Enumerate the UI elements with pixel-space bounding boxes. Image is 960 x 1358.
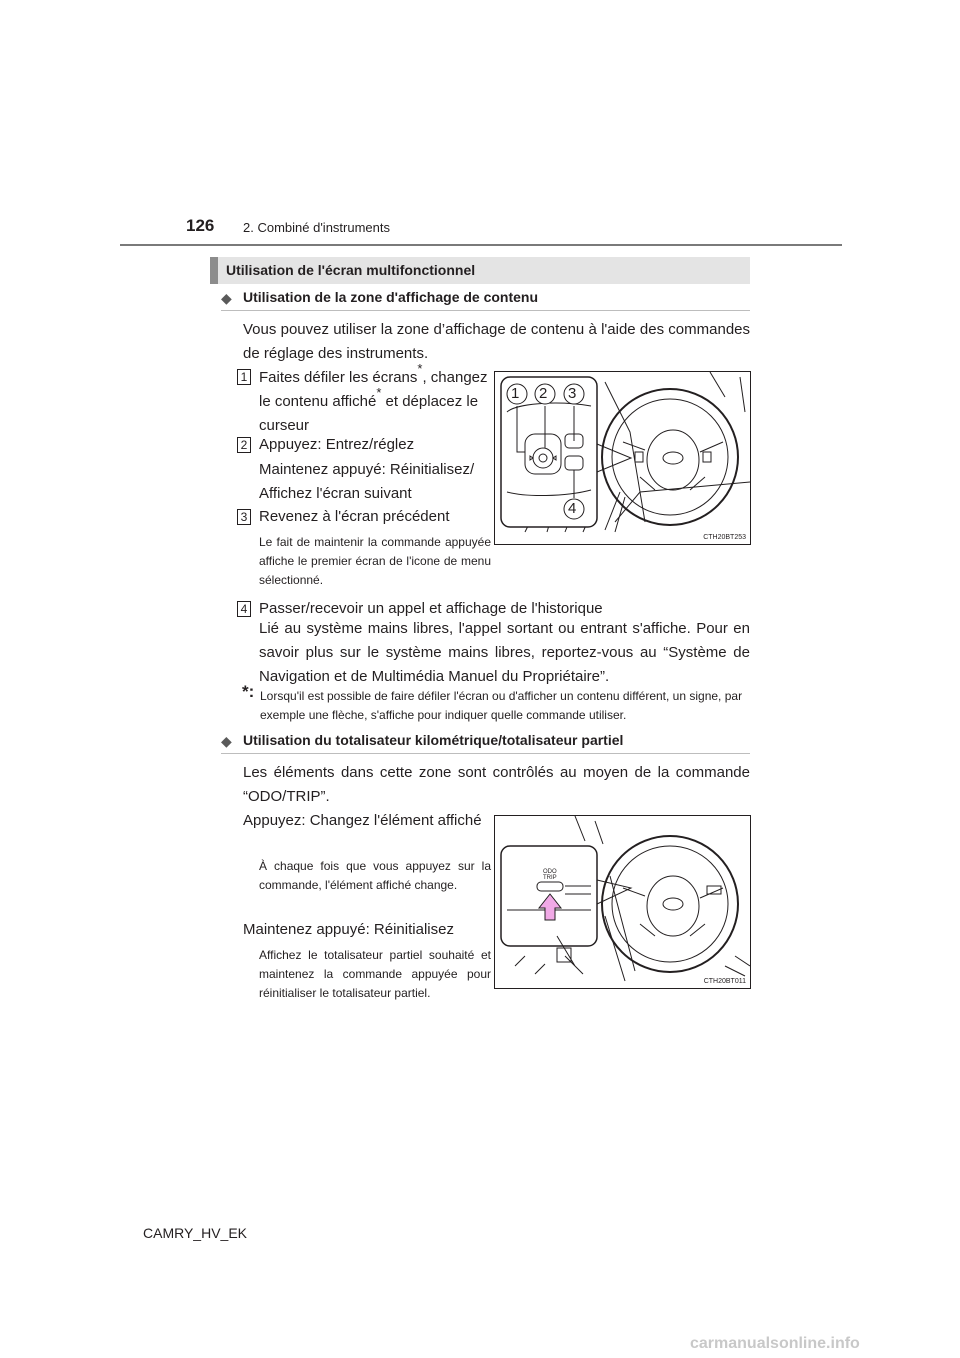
odo-label: ODO bbox=[543, 869, 557, 875]
item-1-text bbox=[259, 361, 491, 438]
callout-1: 1 bbox=[511, 385, 520, 402]
footnote-mark: *: bbox=[242, 682, 255, 701]
steering-wheel-illustration bbox=[495, 372, 751, 545]
subsection-heading-content-area bbox=[221, 288, 750, 311]
footnote-text: Lorsqu'il est possible de faire défiler l'écran ou d'afficher un contenu différent, un signe, par exemple une flèche, s'affiche pour indiquer quelle commande utiliser. bbox=[260, 689, 743, 722]
section-title-box bbox=[210, 257, 750, 284]
item-3-note: Le fait de maintenir la commande appuyée affiche le premier écran de l'icone de menu sélectionné. bbox=[259, 535, 491, 587]
item-1-part-a: Faites défiler les écrans bbox=[259, 369, 418, 386]
odo-intro-paragraph: Les éléments dans cette zone sont contrôlés au moyen de la commande “ODO/TRIP”. bbox=[243, 764, 750, 805]
item-1-part-c: et déplacez le curseur bbox=[259, 393, 479, 434]
diamond-bullet-icon: ◆ bbox=[221, 290, 232, 306]
subsection-title: Utilisation du totalisateur kilométrique/totalisateur partiel bbox=[243, 732, 624, 748]
diamond-bullet-icon: ◆ bbox=[221, 733, 232, 749]
step-number: 4 bbox=[237, 601, 251, 617]
step-number: 2 bbox=[237, 437, 251, 453]
odo-trip-figure bbox=[494, 815, 751, 989]
press-note: À chaque fois que vous appuyez sur la commande, l'élément affiché change. bbox=[259, 859, 491, 892]
intro-paragraph: Vous pouvez utiliser la zone d’affichage de contenu à l'aide des commandes de réglage des instruments. bbox=[243, 321, 750, 362]
hold-note: Affichez le totalisateur partiel souhaité et maintenez la commande appuyée pour réinitialiser le totalisateur partiel. bbox=[259, 948, 491, 1000]
section-title: Utilisation de l'écran multifonctionnel bbox=[226, 262, 476, 278]
step-number: 1 bbox=[237, 369, 251, 385]
item-2-line2: Maintenez appuyé: Réinitialisez/ Affichez l'écran suivant bbox=[259, 461, 475, 502]
steering-switches-figure bbox=[494, 371, 751, 545]
subsection-heading-odo-trip bbox=[221, 731, 750, 754]
item-1-part-b: , changez le contenu affiché bbox=[259, 369, 488, 410]
item-4-line1: Passer/recevoir un appel et affichage de l'historique bbox=[259, 600, 603, 617]
press-action: Appuyez: Changez l'élément affiché bbox=[243, 812, 482, 829]
item-3-line1: Revenez à l'écran précédent bbox=[259, 508, 450, 525]
footer-model-code: CAMRY_HV_EK bbox=[143, 1225, 248, 1241]
callout-2: 2 bbox=[539, 385, 548, 402]
trip-label: TRIP bbox=[543, 875, 557, 881]
figure-id: CTH20BT011 bbox=[703, 978, 746, 985]
page-number: 126 bbox=[186, 216, 215, 235]
figure-id: CTH20BT253 bbox=[703, 534, 746, 541]
subsection-title: Utilisation de la zone d'affichage de contenu bbox=[243, 289, 539, 305]
asterisk-mark: * bbox=[376, 385, 382, 400]
hold-action: Maintenez appuyé: Réinitialisez bbox=[243, 921, 454, 938]
item-2-line1: Appuyez: Entrez/réglez bbox=[259, 436, 415, 453]
item-4-body: Lié au système mains libres, l'appel sortant ou entrant s'affiche. Pour en savoir plus sur le système mains libres, reportez-vous au “Système de Navigation et de Multimédia Manuel du Propriétaire”. bbox=[259, 620, 750, 685]
watermark: carmanualsonline.info bbox=[690, 1335, 860, 1352]
asterisk-mark: * bbox=[417, 361, 423, 376]
chapter-title: 2. Combiné d'instruments bbox=[243, 220, 390, 235]
step-number: 3 bbox=[237, 509, 251, 525]
odo-trip-illustration bbox=[495, 816, 751, 989]
callout-4: 4 bbox=[568, 500, 577, 517]
header-divider bbox=[120, 244, 842, 246]
callout-3: 3 bbox=[568, 385, 577, 402]
